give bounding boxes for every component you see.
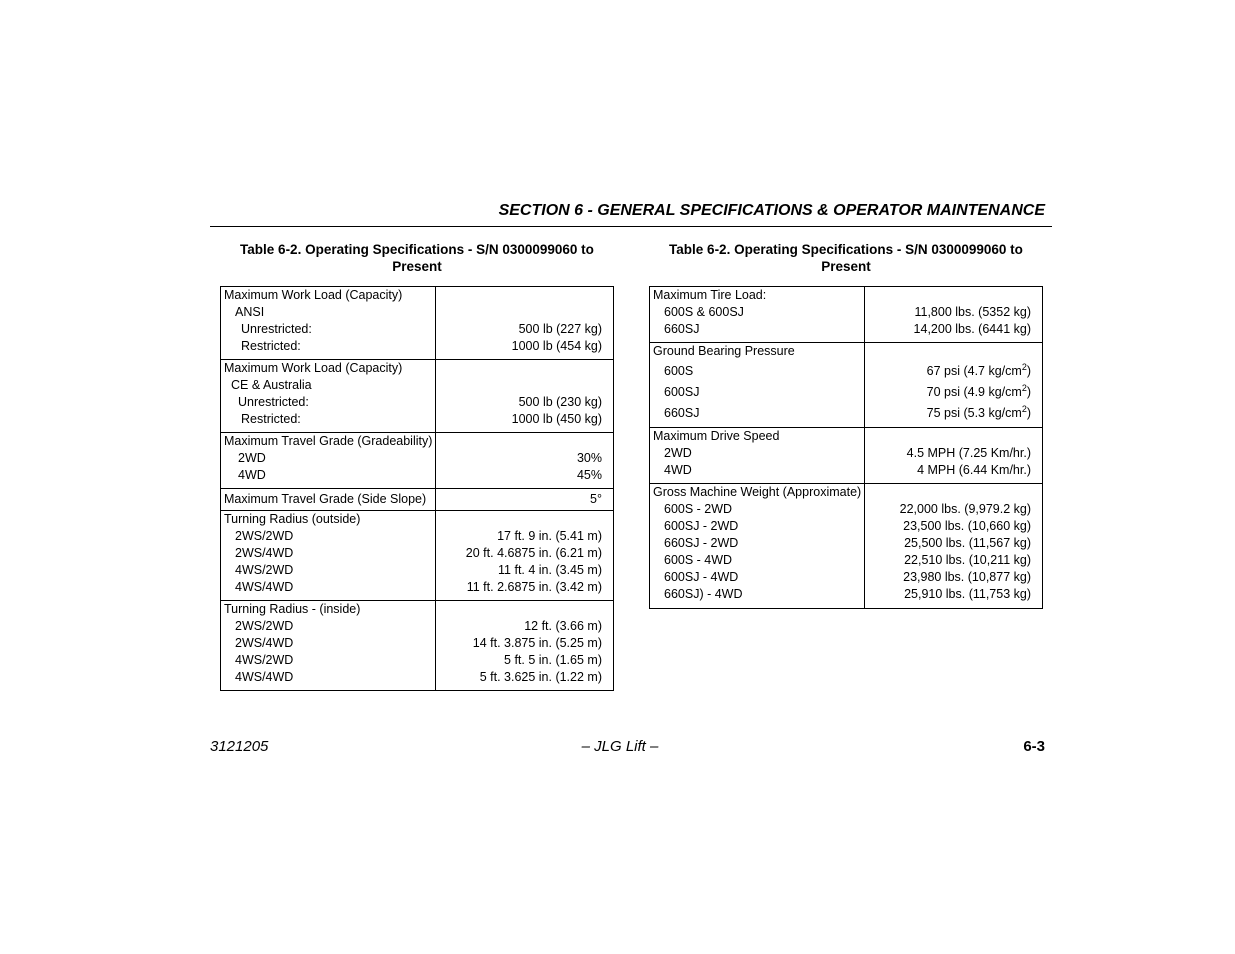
value-cell: [436, 360, 614, 433]
value-cell: [436, 433, 614, 489]
label-cell: [221, 489, 436, 511]
left-spec-table: [220, 286, 614, 691]
label-cell: [650, 287, 865, 343]
row-item: 2WS/4WD: [235, 636, 294, 650]
row-item: ANSI: [235, 305, 265, 319]
row-value: 30%: [576, 451, 602, 465]
row-item: 660SJ: [664, 322, 700, 336]
value-cell: [436, 511, 614, 601]
row-item: 2WD: [238, 451, 266, 465]
table-row: [221, 287, 614, 360]
row-value: 4 MPH (6.44 Km/hr.): [917, 463, 1031, 477]
row-value: 1000 lb (454 kg): [511, 339, 602, 353]
row-heading: Maximum Travel Grade (Side Slope): [224, 492, 427, 506]
right-caption-line2: Present: [821, 259, 871, 274]
row-value: 67 psi (4.7 $kg/cm^2$): [926, 361, 1031, 378]
row-value: 25,500 lbs. (11,567 kg): [904, 536, 1031, 550]
row-item: 600SJ - 4WD: [664, 570, 739, 584]
row-item: 660SJ - 2WD: [664, 536, 739, 550]
table-row: [221, 360, 614, 433]
row-item: 4WS/2WD: [235, 653, 294, 667]
value-cell: [436, 287, 614, 360]
row-item: Restricted:: [241, 412, 301, 426]
row-heading: Maximum Work Load (Capacity): [224, 288, 403, 302]
row-item: 2WS/4WD: [235, 546, 294, 560]
row-heading: Turning Radius - (inside): [224, 602, 361, 616]
right-table-caption: [650, 241, 1042, 275]
row-item: 600S: [664, 364, 694, 378]
right-caption-line1: Table 6-2. Operating Specifications - S/N 0300099060 to: [669, 242, 1023, 257]
label-cell: [221, 433, 436, 489]
label-cell: [650, 343, 865, 428]
row-value: 4.5 MPH (7.25 Km/hr.): [906, 446, 1031, 460]
row-value: 500 lb (230 kg): [518, 395, 602, 409]
row-value: 23,980 lbs. (10,877 kg): [903, 570, 1031, 584]
table-row: [221, 433, 614, 489]
value-cell: [436, 489, 614, 511]
row-item: 2WS/2WD: [235, 529, 294, 543]
row-value: 12 ft. (3.66 m): [524, 619, 602, 633]
row-heading: Gross Machine Weight (Approximate): [653, 485, 862, 499]
table-row: [221, 601, 614, 691]
row-value: 5 ft. 3.625 in. (1.22 m): [479, 670, 602, 684]
row-value: 5 ft. 5 in. (1.65 m): [504, 653, 602, 667]
row-item: Restricted:: [241, 339, 301, 353]
row-item: 660SJ) - 4WD: [664, 587, 743, 601]
row-item: 4WS/4WD: [235, 670, 294, 684]
row-item: 4WS/2WD: [235, 563, 294, 577]
value-cell: [865, 484, 1043, 609]
label-cell: [221, 287, 436, 360]
table-row: [650, 343, 1043, 428]
label-cell: [650, 428, 865, 484]
header-rule: [210, 226, 1052, 227]
label-cell: [221, 360, 436, 433]
row-value: 11 ft. 4 in. (3.45 m): [498, 563, 602, 577]
value-cell: [865, 428, 1043, 484]
page-number: 6-3: [1023, 738, 1045, 755]
row-item: 600SJ - 2WD: [664, 519, 739, 533]
row-item: 600SJ: [664, 385, 700, 399]
row-heading: Maximum Travel Grade (Gradeability): [224, 434, 433, 448]
row-item: 4WD: [664, 463, 692, 477]
row-value: 11 ft. 2.6875 in. (3.42 m): [466, 580, 602, 594]
footer-title: – JLG Lift –: [581, 738, 659, 755]
row-heading: Turning Radius (outside): [224, 512, 361, 526]
row-item: 600S - 4WD: [664, 553, 733, 567]
row-heading: Maximum Work Load (Capacity): [224, 361, 403, 375]
label-cell: [650, 484, 865, 609]
row-item: 4WS/4WD: [235, 580, 294, 594]
table-row: [221, 489, 614, 511]
row-value: 5°: [590, 492, 602, 506]
row-value: 17 ft. 9 in. (5.41 m): [497, 529, 602, 543]
row-value: 500 lb (227 kg): [518, 322, 602, 336]
row-heading: Maximum Drive Speed: [653, 429, 780, 443]
row-heading: Ground Bearing Pressure: [653, 344, 795, 358]
value-cell: [865, 343, 1043, 428]
row-value: 45%: [576, 468, 602, 482]
section-title: SECTION 6 - GENERAL SPECIFICATIONS & OPERATOR MAINTENANCE: [498, 202, 1045, 219]
row-item: 2WS/2WD: [235, 619, 294, 633]
label-cell: [221, 511, 436, 601]
left-caption-line1: Table 6-2. Operating Specifications - S/N 0300099060 to: [240, 242, 594, 257]
row-value: 22,000 lbs. (9,979.2 kg): [899, 502, 1031, 516]
value-cell: [436, 601, 614, 691]
row-value: 20 ft. 4.6875 in. (6.21 m): [465, 546, 602, 560]
row-value: 11,800 lbs. (5352 kg): [914, 305, 1031, 319]
table-row: [221, 511, 614, 601]
table-row: [650, 287, 1043, 343]
row-value: 22,510 lbs. (10,211 kg): [904, 553, 1031, 567]
row-item: 4WD: [238, 468, 266, 482]
row-item: 660SJ: [664, 406, 700, 420]
row-value: 14,200 lbs. (6441 kg): [913, 322, 1031, 336]
table-row: [650, 484, 1043, 609]
row-value: 1000 lb (450 kg): [511, 412, 602, 426]
row-heading: Maximum Tire Load:: [653, 288, 767, 302]
table-row: [650, 428, 1043, 484]
row-value: 14 ft. 3.875 in. (5.25 m): [472, 636, 602, 650]
label-cell: [221, 601, 436, 691]
row-item: CE & Australia: [231, 378, 312, 392]
row-value: 75 psi (5.3 $kg/cm^2$): [926, 403, 1031, 420]
row-value: 25,910 lbs. (11,753 kg): [904, 587, 1031, 601]
row-value: 70 psi (4.9 $kg/cm^2$): [926, 382, 1031, 399]
value-cell: [865, 287, 1043, 343]
row-item: Unrestricted:: [238, 395, 309, 409]
left-table-caption: [221, 241, 613, 275]
left-caption-line2: Present: [392, 259, 442, 274]
row-item: Unrestricted:: [241, 322, 312, 336]
right-spec-table: [649, 286, 1043, 609]
row-item: 600S & 600SJ: [664, 305, 744, 319]
document-number: 3121205: [210, 738, 269, 755]
row-value: 23,500 lbs. (10,660 kg): [903, 519, 1031, 533]
row-item: 600S - 2WD: [664, 502, 733, 516]
row-item: 2WD: [664, 446, 692, 460]
